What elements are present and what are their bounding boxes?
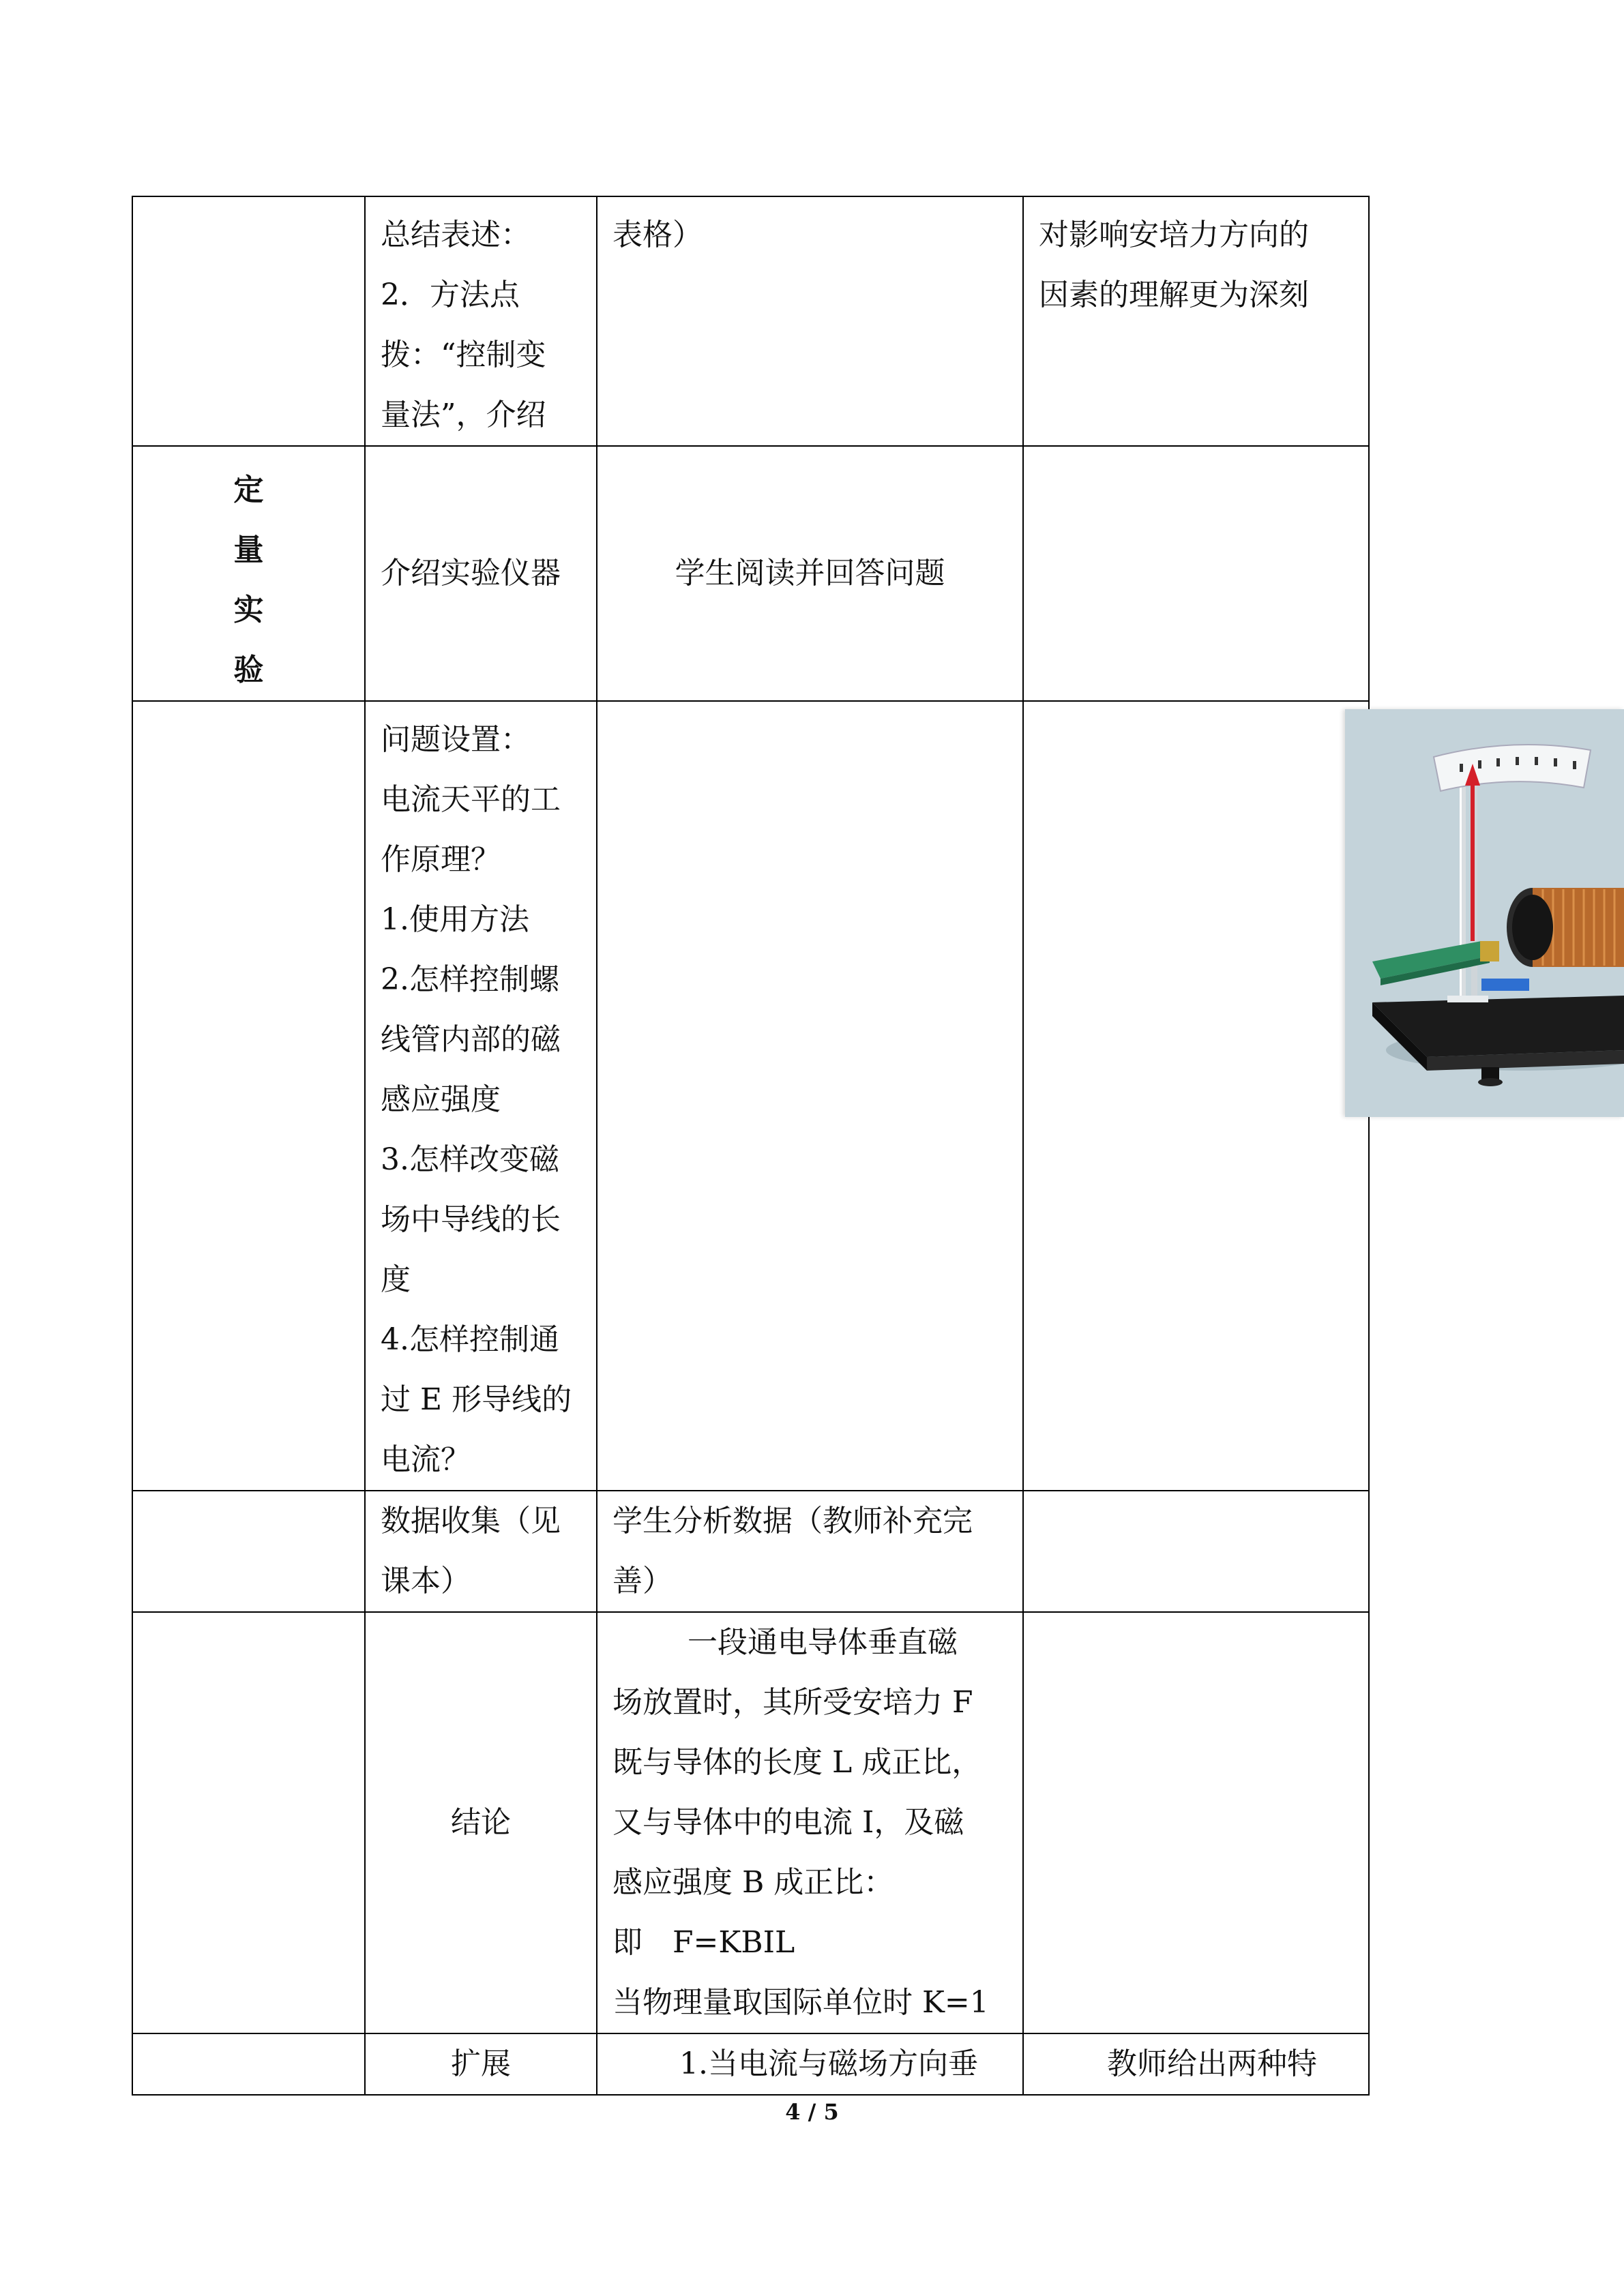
- cell-line: 课本）: [381, 1564, 471, 1598]
- cell-line: 又与导体中的电流 I，及磁: [612, 1805, 964, 1840]
- cell-line: 度: [381, 1262, 411, 1297]
- cell-line: 善）: [612, 1564, 673, 1598]
- stage-char: 实: [233, 593, 264, 627]
- cell-line: 量法”，介绍: [381, 398, 546, 432]
- stage-char: 量: [233, 533, 264, 567]
- cell-line: 拨：“控制变: [381, 338, 546, 372]
- stage-cell: [132, 1491, 365, 1612]
- lesson-plan-table: [132, 196, 1370, 2096]
- stage-cell: [132, 446, 365, 701]
- design-intent-cell: [1023, 196, 1369, 446]
- cell-line: 电流？: [381, 1442, 471, 1477]
- cell-line: 介绍实验仪器: [381, 556, 561, 591]
- cell-line: 3.怎样改变磁: [381, 1142, 559, 1177]
- teacher-activity-cell: [365, 1612, 597, 2033]
- cell-line: 过 E 形导线的: [381, 1382, 572, 1417]
- teacher-activity-cell: [365, 701, 597, 1491]
- cell-line: 1.当电流与磁场方向垂: [679, 2046, 978, 2081]
- cell-line: 2.怎样控制螺: [381, 962, 559, 997]
- current-balance-illustration: [1345, 709, 1624, 1117]
- cell-line: 表格）: [612, 218, 703, 252]
- cell-line: 数据收集（见: [381, 1504, 561, 1538]
- cell-line: 感应强度: [381, 1082, 501, 1117]
- cell-line: 总结表述：: [381, 218, 531, 252]
- cell-line: 场中导线的长: [381, 1202, 561, 1237]
- student-activity-cell: [597, 2033, 1023, 2095]
- table-row: [132, 701, 1369, 1491]
- cell-line: 问题设置：: [381, 722, 531, 757]
- cell-line: 结论: [451, 1805, 511, 1840]
- design-intent-cell: [1023, 2033, 1369, 2095]
- cell-line: 作原理？: [381, 842, 501, 877]
- cell-line: 即 F=KBIL: [612, 1925, 795, 1960]
- stage-cell: [132, 1612, 365, 2033]
- teacher-activity-cell: [365, 446, 597, 701]
- stage-cell: [132, 196, 365, 446]
- table-row: [132, 196, 1369, 446]
- cell-line: 线管内部的磁: [381, 1022, 561, 1057]
- stage-cell: [132, 701, 365, 1491]
- cell-line: 一段通电导体垂直磁: [688, 1625, 958, 1660]
- cell-line: 4.怎样控制通: [381, 1322, 559, 1357]
- stage-cell: [132, 2033, 365, 2095]
- table-row: [132, 446, 1369, 701]
- cell-line: 1.使用方法: [381, 902, 529, 937]
- cell-line: 教师给出两种特: [1107, 2046, 1317, 2081]
- design-intent-cell: [1023, 701, 1369, 1491]
- cell-line: 2．方法点: [381, 278, 520, 312]
- table-row: [132, 2033, 1369, 2095]
- table-row: [132, 1491, 1369, 1612]
- cell-line: 感应强度 B 成正比：: [612, 1865, 894, 1900]
- page-number: 4 / 5: [785, 2099, 839, 2125]
- student-activity-cell: [597, 446, 1023, 701]
- cell-line: 扩展: [451, 2046, 511, 2081]
- student-activity-cell: [597, 1612, 1023, 2033]
- cell-line: 因素的理解更为深刻: [1039, 278, 1309, 312]
- stage-char: 定: [233, 473, 264, 507]
- design-intent-cell: [1023, 1612, 1369, 2033]
- current-balance-photo: [1345, 709, 1624, 1117]
- stage-char: 验: [233, 653, 264, 687]
- cell-line: 学生阅读并回答问题: [675, 556, 945, 591]
- cell-line: 对影响安培力方向的: [1039, 218, 1309, 252]
- teacher-activity-cell: [365, 196, 597, 446]
- cell-line: 电流天平的工: [381, 782, 561, 817]
- cell-line: 当物理量取国际单位时 K=1: [612, 1985, 989, 2020]
- cell-line: 学生分析数据（教师补充完: [612, 1504, 973, 1538]
- student-activity-cell: [597, 196, 1023, 446]
- cell-line: 既与导体的长度 L 成正比，: [612, 1745, 982, 1780]
- cell-line: 场放置时，其所受安培力 F: [612, 1685, 973, 1720]
- design-intent-cell: [1023, 1491, 1369, 1612]
- design-intent-cell: [1023, 446, 1369, 701]
- table-row: [132, 1612, 1369, 2033]
- teacher-activity-cell: [365, 1491, 597, 1612]
- student-activity-cell: [597, 1491, 1023, 1612]
- student-activity-cell: [597, 701, 1023, 1491]
- teacher-activity-cell: [365, 2033, 597, 2095]
